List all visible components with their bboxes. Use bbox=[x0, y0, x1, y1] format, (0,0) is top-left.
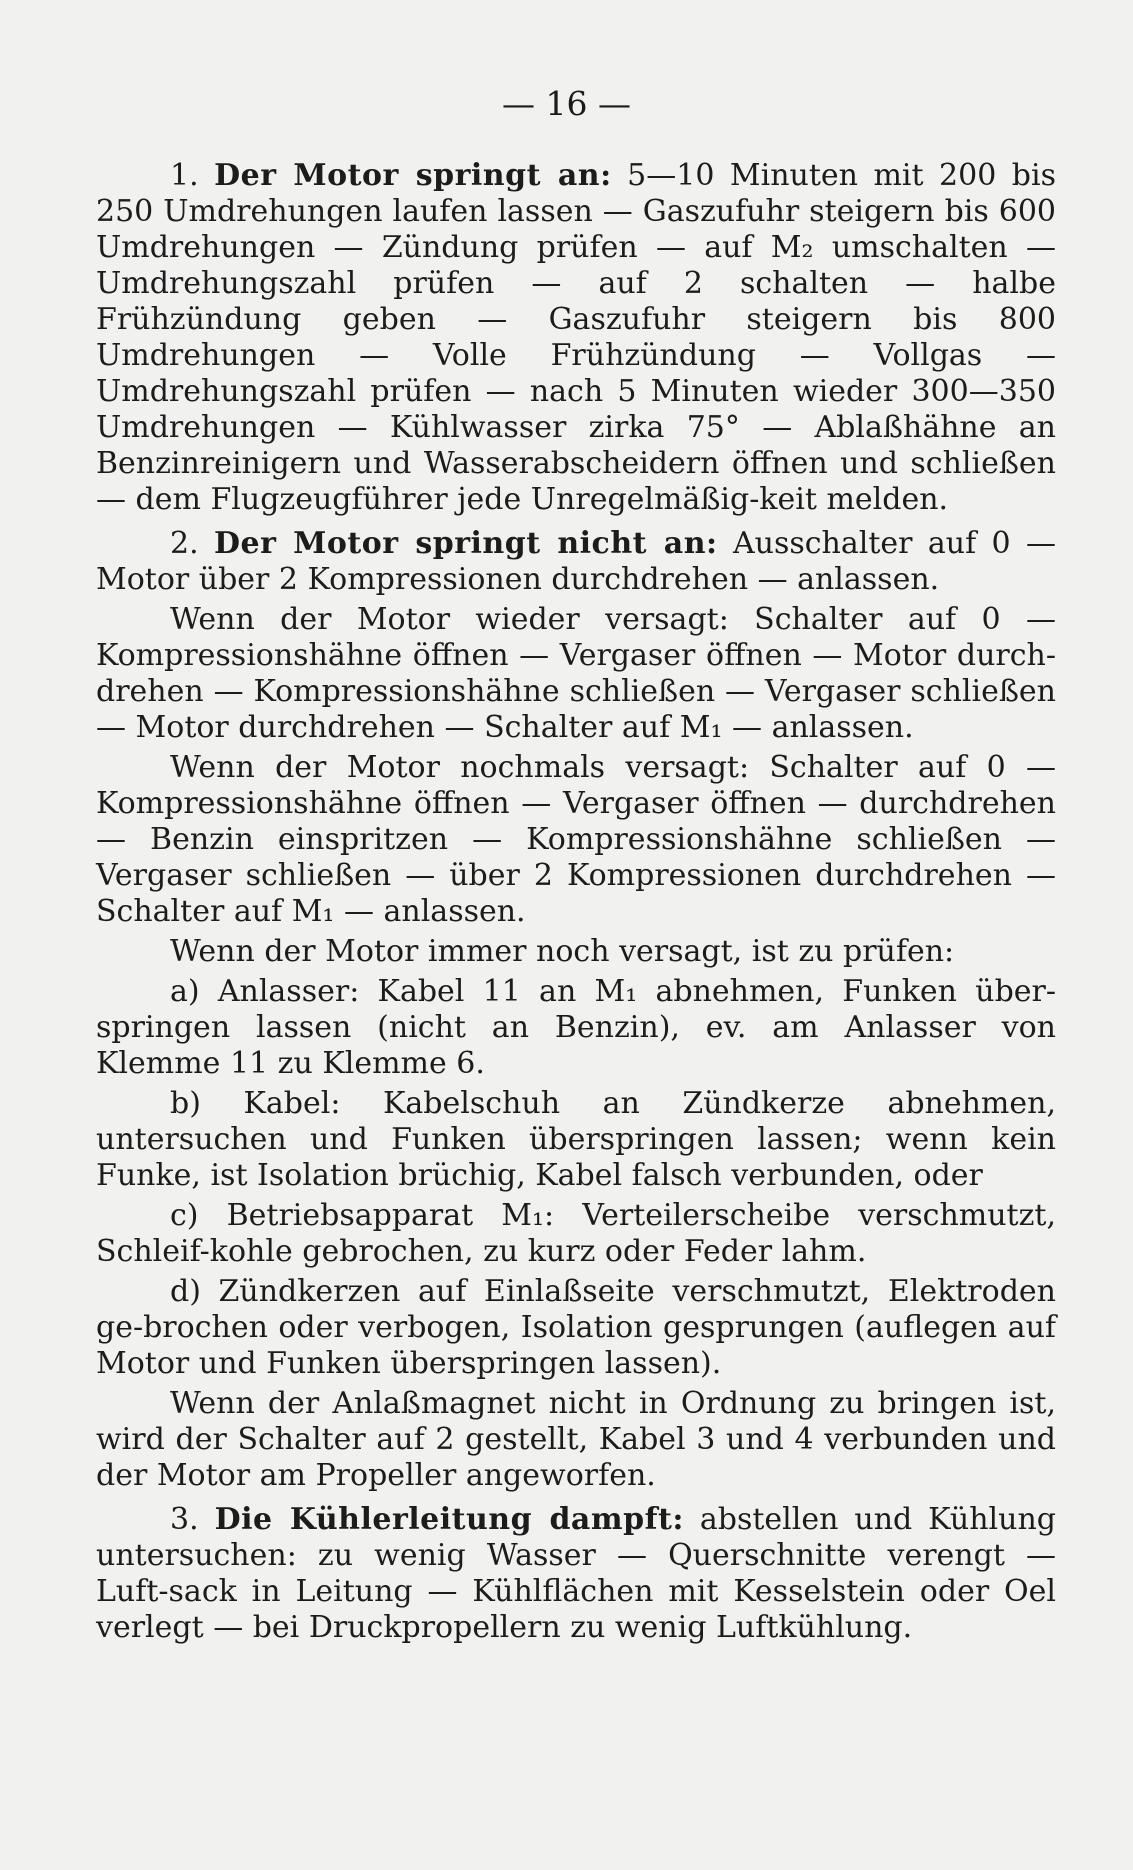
paragraph-immer-noch-versagt: Wenn der Motor immer noch versagt, ist zu prüfen: bbox=[170, 934, 955, 969]
check-item-b: b) Kabel: Kabelschuh an Zündkerze abnehmen, untersuchen und Funken überspringen lassen; wenn kein Funke, ist Isolation brüchig, Kabel falsch verbunden, oder bbox=[96, 1086, 1056, 1193]
section-1-paragraph bbox=[96, 158, 1056, 518]
paragraph-wieder-versagt: Wenn der Motor wieder versagt: Schalter auf 0 — Kompressionshähne öffnen — Vergaser öffnen — Motor durch-drehen — Kompressionshähne schließen — Vergaser schließen — Motor durchdrehen — Schalter auf M₁ — anlassen. bbox=[96, 602, 1056, 745]
section-2-text: Ausschalter auf 0 — Motor über 2 Kompressionen durchdrehen — anlassen. bbox=[96, 526, 1056, 597]
page-number: — 16 — bbox=[502, 84, 631, 123]
section-1-text: 5—10 Minuten mit 200 bis 250 Umdrehungen laufen lassen — Gaszufuhr steigern bis 600 Umdrehungen — Zündung prüfen — auf M₂ umschalten — Umdrehungszahl prüfen — auf 2 schalten — halbe Frühzündung geben — Gaszufuhr steigern bis 800 Umdrehungen — Volle Frühzündung — Vollgas — Umdrehungszahl prüfen — nach 5 Minuten wieder 300—350 Umdrehungen — Kühlwasser zirka 75° — Ablaßhähne an Benzinreinigern und Wasserabscheidern öffnen und schließen — dem Flugzeugführer jede Unregelmäßig-keit melden. bbox=[96, 158, 1056, 517]
check-item-a: a) Anlasser: Kabel 11 an M₁ abnehmen, Funken über-springen lassen (nicht an Benzin), ev. am Anlasser von Klemme 11 zu Klemme 6. bbox=[96, 974, 1056, 1081]
section-3-paragraph bbox=[96, 1502, 1056, 1646]
section-1-number: 1. bbox=[170, 158, 199, 193]
body-text bbox=[96, 158, 1056, 1650]
check-item-d: d) Zündkerzen auf Einlaßseite verschmutzt, Elektroden ge-brochen oder verbogen, Isolation gesprungen (auflegen auf Motor und Funken überspringen lassen). bbox=[96, 1274, 1056, 1381]
section-1-heading: Der Motor springt an: bbox=[214, 158, 612, 193]
section-3-heading: Die Kühlerleitung dampft: bbox=[214, 1502, 684, 1537]
section-3-text: abstellen und Kühlung untersuchen: zu wenig Wasser — Querschnitte verengt — Luft-sack in Leitung — Kühlflächen mit Kesselstein oder Oel verlegt — bei Druckpropellern zu wenig Luftkühlung. bbox=[96, 1502, 1056, 1645]
check-item-c: c) Betriebsapparat M₁: Verteilerscheibe verschmutzt, Schleif-kohle gebrochen, zu kurz oder Feder lahm. bbox=[96, 1198, 1056, 1269]
section-2-heading: Der Motor springt nicht an: bbox=[214, 526, 718, 561]
paragraph-nochmals-versagt: Wenn der Motor nochmals versagt: Schalter auf 0 — Kompressionshähne öffnen — Vergaser öffnen — durchdrehen — Benzin einspritzen — Kompressionshähne schließen — Vergaser schließen — über 2 Kompressionen durchdrehen — Schalter auf M₁ — anlassen. bbox=[96, 750, 1056, 929]
section-2-number: 2. bbox=[170, 526, 199, 561]
section-3-number: 3. bbox=[170, 1502, 199, 1537]
paragraph-anlassmagnet: Wenn der Anlaßmagnet nicht in Ordnung zu bringen ist, wird der Schalter auf 2 gestellt, Kabel 3 und 4 verbunden und der Motor am Propeller angeworfen. bbox=[96, 1386, 1056, 1493]
section-2-paragraph bbox=[96, 526, 1056, 598]
